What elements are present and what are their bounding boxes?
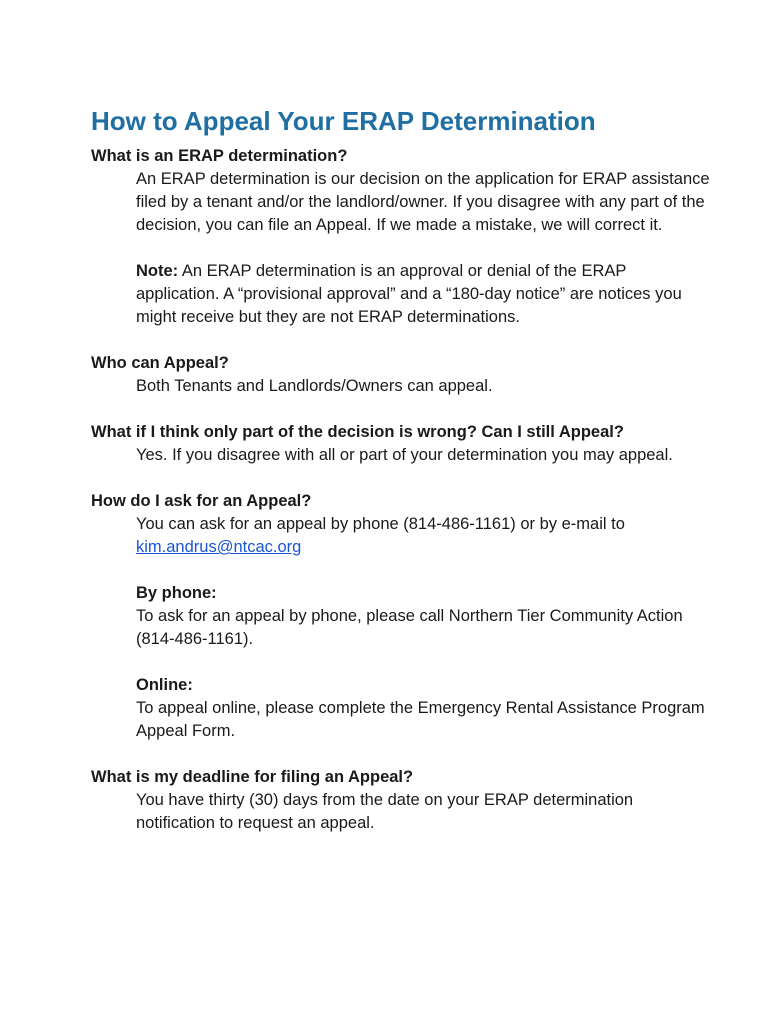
note-paragraph — [136, 260, 710, 329]
answer-deadline: You have thirty (30) days from the date on your ERAP determination notification to request an appeal. — [136, 791, 634, 832]
online-title: Online: — [136, 676, 193, 694]
answer-what-is: An ERAP determination is our decision on the application for ERAP assistance filed by a tenant and/or the landlord/owner. If you disagree with any part of the decision, you can file an Appeal. If we made a mistake, we will correct it. — [136, 170, 710, 234]
answer-who-can: Both Tenants and Landlords/Owners can appeal. — [136, 377, 493, 395]
online-text — [136, 697, 710, 743]
appeal-form-link[interactable]: Emergency Rental Assistance Program Appeal Form — [136, 699, 705, 740]
question-deadline: What is my deadline for filing an Appeal? — [91, 768, 414, 786]
answer-how-ask — [136, 513, 710, 559]
by-phone-title: By phone: — [136, 584, 217, 602]
note-text: An ERAP determination is an approval or denial of the ERAP application. A “provisional approval” and a “180-day notice” are notices you might receive but they are not ERAP determinations. — [136, 262, 682, 326]
by-phone-text: To ask for an appeal by phone, please call Northern Tier Community Action (814-486-1161). — [136, 607, 683, 648]
question-what-is: What is an ERAP determination? — [91, 147, 348, 165]
how-ask-text: You can ask for an appeal by phone (814-486-1161) or by e-mail to — [136, 515, 625, 533]
online-prefix: To appeal online, please complete the — [136, 699, 418, 717]
answer-part-wrong: Yes. If you disagree with all or part of your determination you may appeal. — [136, 446, 673, 464]
email-link[interactable]: kim.andrus@ntcac.org — [136, 538, 302, 556]
question-who-can: Who can Appeal? — [91, 354, 229, 372]
question-part-wrong: What if I think only part of the decision is wrong? Can I still Appeal? — [91, 423, 624, 441]
note-label: Note: — [136, 262, 179, 280]
question-how-ask: How do I ask for an Appeal? — [91, 492, 312, 510]
online-suffix: . — [230, 722, 236, 740]
page-title: How to Appeal Your ERAP Determination — [91, 106, 596, 136]
